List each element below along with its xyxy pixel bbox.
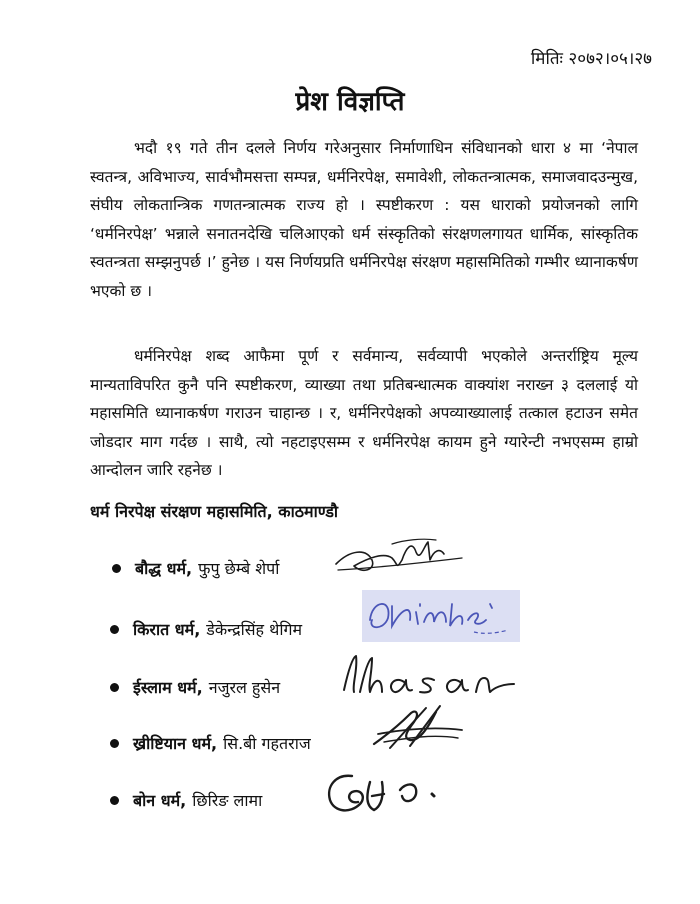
signatory-religion: किरात धर्म, bbox=[133, 620, 201, 639]
signatory-row-kirat bbox=[110, 609, 302, 649]
signatory-row-bon bbox=[110, 780, 262, 820]
press-release-title: प्रेश विज्ञप्ति bbox=[295, 87, 405, 117]
bullet-icon bbox=[112, 564, 121, 573]
signature-islam bbox=[338, 650, 523, 702]
paragraph-2: धर्मनिरपेक्ष शब्द आफैमा पूर्ण र सर्वमान्य, सर्वव्यापी भएकोले अन्तर्राष्ट्रिय मूल्य मान्यताविपरित कुनै पनि स्पष्टीकरण, व्याख्या तथा प्रतिबन्धात्मक वाक्यांश नराख्न ३ दललाई यो महासमिति ध्यानाकर्षण गराउन चाहान्छ । र, धर्मनिरपेक्षको अपव्याख्यालाई तत्काल हटाउन समेत जोडदार माग गर्दछ । साथै, त्यो नहटाइएसम्म र धर्मनिरपेक्ष कायम हुने ग्यारेन्टी नभएसम्म हाम्रो आन्दोलन जारि रहनेछ । bbox=[90, 347, 638, 480]
signatory-name: फुपु छेम्बे शेर्पा bbox=[198, 559, 280, 578]
signatory-name: छिरिङ लामा bbox=[192, 791, 263, 810]
signatory-religion: बोन धर्म, bbox=[133, 791, 187, 810]
committee-name: धर्म निरपेक्ष संरक्षण महासमिति, काठमाण्डौ bbox=[90, 502, 339, 521]
signatory-row-christian bbox=[110, 723, 311, 763]
signatory-row-islam bbox=[110, 667, 280, 707]
signatory-name: सि.बी गहतराज bbox=[223, 734, 311, 753]
signatory-name: नजुरल हुसेन bbox=[208, 678, 281, 697]
signature-buddhist bbox=[332, 530, 472, 580]
paragraph-1: भदौ १९ गते तीन दलले निर्णय गरेअनुसार निर्माणाधिन संविधानको धारा ४ मा ‘नेपाल स्वतन्त्र, अविभाज्य, सार्वभौमसत्ता सम्पन्न, धर्मनिरपेक्ष, समावेशी, लोकतन्त्रात्मक, समाजवादउन्मुख, संघीय लोकतान्त्रिक गणतन्त्रात्मक राज्य हो । स्पष्टीकरण : यस धाराको प्रयोजनको लागि ‘धर्मनिरपेक्ष’ भन्नाले सनातनदेखि चलिआएको धर्म संस्कृतिको संरक्षणलगायत धार्मिक, सांस्कृतिक स्वतन्त्रता सम्झनुपर्छ ।’ हुनेछ । यस निर्णयप्रति धर्मनिरपेक्ष संरक्षण महासमितिको गम्भीर ध्यानाकर्षण भएको छ । bbox=[90, 139, 638, 300]
signatory-religion: ईस्लाम धर्म, bbox=[133, 678, 203, 697]
bullet-icon bbox=[110, 739, 119, 748]
bullet-icon bbox=[110, 796, 119, 805]
bullet-icon bbox=[110, 683, 119, 692]
signatory-name: डेकेन्द्रसिंह थेगिम bbox=[206, 620, 303, 639]
bullet-icon bbox=[110, 625, 119, 634]
signature-bon bbox=[322, 766, 452, 822]
signatory-row-buddhist bbox=[112, 548, 279, 588]
date-line: मितिः २०७२।०५।२७ bbox=[530, 49, 652, 69]
signature-christian bbox=[370, 704, 470, 756]
signatory-religion: बौद्ध धर्म, bbox=[135, 559, 193, 578]
signatory-religion: ख्रीष्टियान धर्म, bbox=[133, 734, 218, 753]
signature-kirat bbox=[362, 590, 520, 642]
